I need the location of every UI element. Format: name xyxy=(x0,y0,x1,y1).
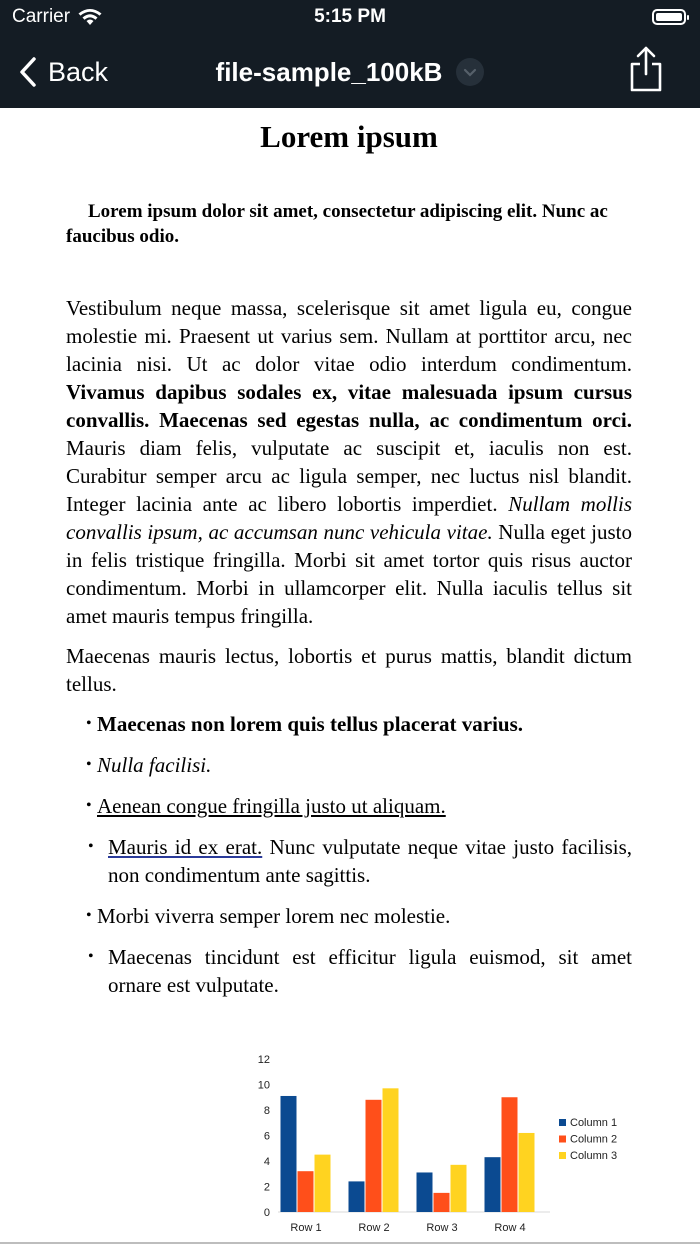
legend-swatch xyxy=(559,1119,566,1126)
bullet-link[interactable]: Mauris id ex erat. xyxy=(108,835,263,859)
legend-label: Column 2 xyxy=(570,1133,618,1146)
bullet-text: Morbi viverra semper lorem nec molestie. xyxy=(97,904,451,928)
legend-swatch xyxy=(559,1152,566,1159)
bar-column-3-row-4 xyxy=(519,1133,535,1212)
list-item xyxy=(66,710,632,738)
bar-column-2-row-2 xyxy=(366,1100,382,1212)
x-tick-label: Row 2 xyxy=(358,1222,390,1234)
navigation-bar xyxy=(0,0,700,108)
bar-column-2-row-1 xyxy=(298,1171,314,1212)
bullet-text: Nunc vulputate neque vitae justo facilisis, non condimentum ante sagittis. xyxy=(108,835,632,887)
bar-column-2-row-3 xyxy=(434,1193,450,1212)
legend-label: Column 1 xyxy=(570,1117,618,1129)
bar-column-1-row-3 xyxy=(417,1172,433,1212)
bullet-text: Maecenas non lorem quis tellus placerat varius. xyxy=(97,712,524,736)
bar-column-1-row-4 xyxy=(485,1157,501,1212)
document-heading: Lorem ipsum xyxy=(260,119,438,154)
bullet-dot: • xyxy=(86,797,92,814)
legend-swatch xyxy=(559,1136,566,1143)
share-icon[interactable] xyxy=(628,46,664,94)
document-body xyxy=(66,108,632,1012)
bar-column-1-row-2 xyxy=(349,1181,365,1212)
bullet-dot: • xyxy=(86,756,92,773)
x-tick-label: Row 1 xyxy=(290,1222,322,1234)
y-tick-label: 2 xyxy=(263,1181,270,1194)
bar-column-3-row-1 xyxy=(315,1155,331,1212)
battery-icon xyxy=(652,9,686,25)
lead-paragraph: Lorem ipsum dolor sit amet, consectetur adipiscing elit. Nunc ac faucibus odio. xyxy=(66,201,608,247)
chevron-down-icon xyxy=(463,68,477,77)
bar-column-3-row-2 xyxy=(383,1088,399,1212)
body-paragraph-1 xyxy=(66,294,632,630)
para1-italic-text: Nullam mollis convallis ipsum, ac accumsan nunc vehicula vitae. xyxy=(66,492,632,544)
bar-column-1-row-1 xyxy=(281,1096,297,1212)
para1-text-e: Nulla eget justo in felis tristique fringilla. Morbi sit amet tortor quis risus auctor condimentum. Morbi in ullamcorper elit. Nulla iaculis tellus sit amet mauris tempus fringilla. xyxy=(66,520,632,628)
y-tick-label: 12 xyxy=(257,1054,270,1066)
y-tick-label: 10 xyxy=(257,1079,270,1092)
bar-chart xyxy=(250,1046,640,1244)
para1-text-c: Mauris diam felis, vulputate ac suscipit et, iaculis non est. Curabitur semper arcu ac ligula semper, nec luctus nisl blandit. Integer lacinia ante ac libero lobortis imperdiet. xyxy=(66,436,632,516)
carrier-label: Carrier xyxy=(12,6,71,27)
bullet-dot: • xyxy=(86,715,92,732)
x-tick-label: Row 3 xyxy=(426,1222,458,1234)
body-paragraph-2: Maecenas mauris lectus, lobortis et purus mattis, blandit dictum tellus. xyxy=(66,644,632,696)
y-tick-label: 8 xyxy=(263,1105,270,1117)
para1-bold-text: Vivamus dapibus sodales ex, vitae malesuada ipsum cursus convallis. Maecenas sed egestas nulla, ac condimentum orci. xyxy=(66,380,632,432)
y-tick-label: 0 xyxy=(263,1207,270,1219)
legend-label: Column 3 xyxy=(570,1150,618,1162)
list-item xyxy=(66,902,632,930)
x-tick-label: Row 4 xyxy=(494,1222,526,1234)
nav-title: file-sample_100kB xyxy=(215,56,443,87)
list-item xyxy=(66,751,632,779)
bullet-dot: • xyxy=(88,838,94,855)
bar-column-2-row-4 xyxy=(502,1097,518,1212)
document-title-menu[interactable] xyxy=(0,54,700,90)
y-tick-label: 6 xyxy=(263,1130,270,1143)
list-item xyxy=(66,943,632,999)
list-item xyxy=(66,792,632,820)
bullet-text: Aenean congue fringilla justo ut aliquam. xyxy=(97,794,446,818)
bar-column-3-row-3 xyxy=(451,1165,467,1212)
bullet-text: Maecenas tincidunt est efficitur ligula euismod, sit amet ornare est vulputate. xyxy=(108,945,632,997)
list-item xyxy=(66,833,632,889)
bullet-list xyxy=(66,710,632,999)
y-tick-label: 4 xyxy=(263,1156,270,1168)
bullet-dot: • xyxy=(88,948,94,965)
title-menu-button[interactable] xyxy=(456,58,484,86)
bullet-text: Nulla facilisi. xyxy=(97,753,212,777)
back-label: Back xyxy=(48,56,109,87)
para1-text-a: Vestibulum neque massa, scelerisque sit amet ligula eu, congue molestie mi. Praesent ut varius sem. Nullam at porttitor arcu, nec lacinia nisi. Ut ac dolor vitae odio interdum condimentum. xyxy=(66,296,632,376)
status-time: 5:15 PM xyxy=(314,6,386,27)
bullet-dot: • xyxy=(86,907,92,924)
